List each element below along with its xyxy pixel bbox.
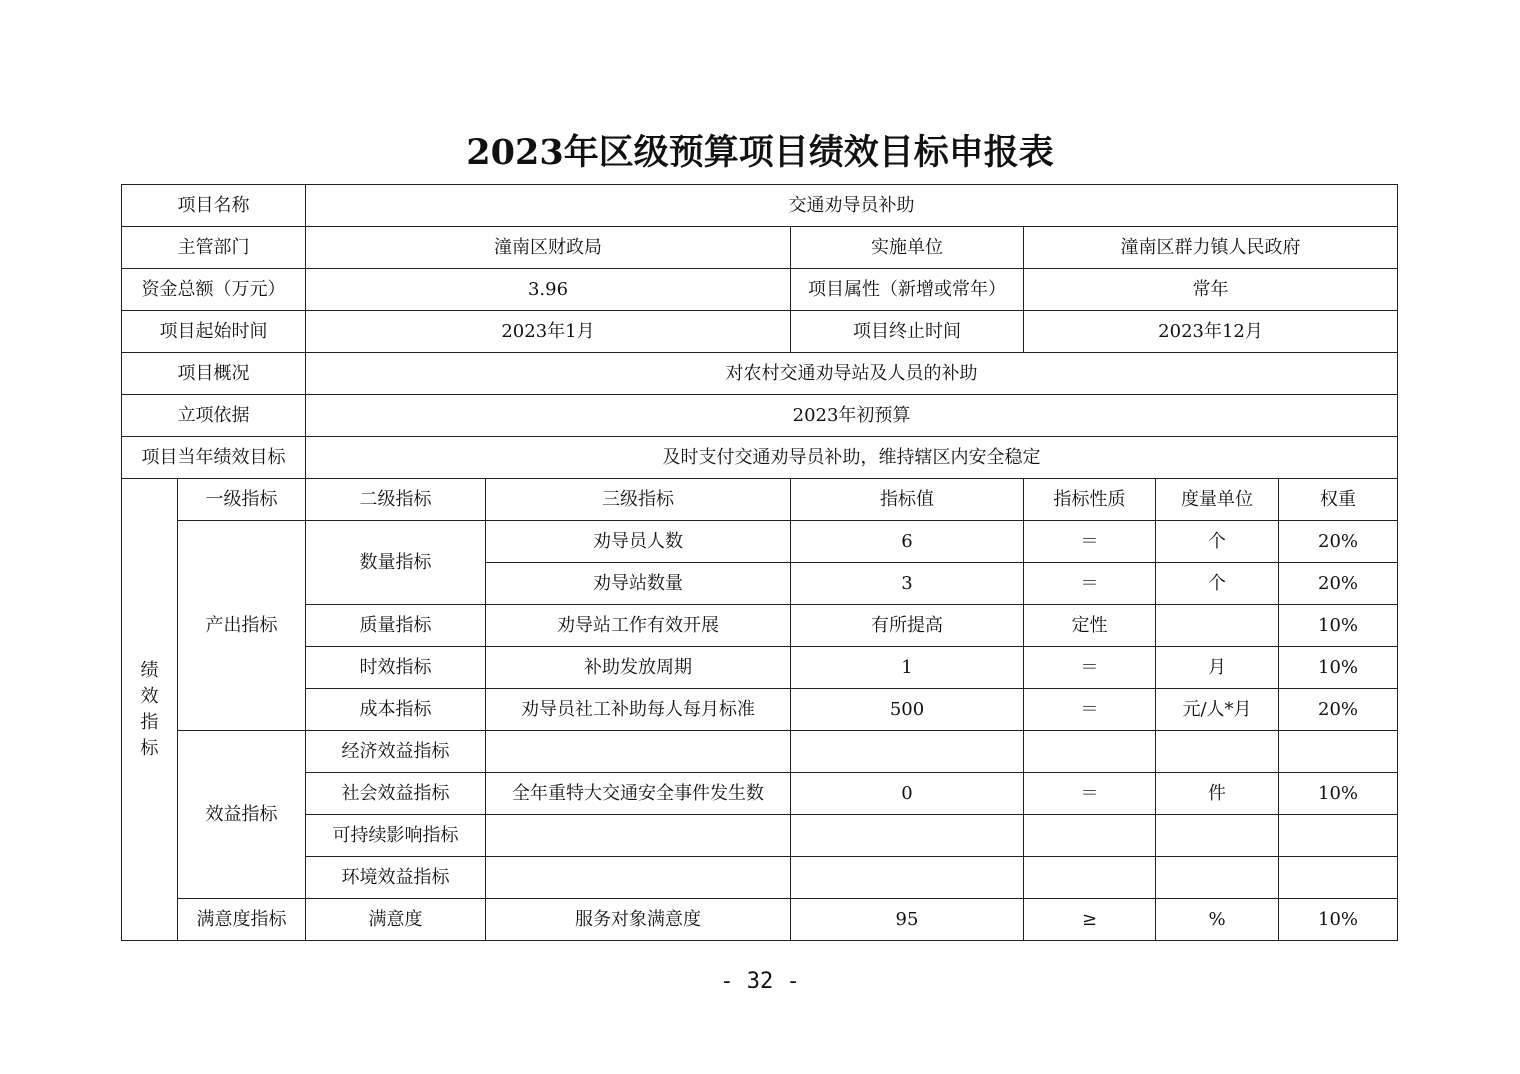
performance-target-form xyxy=(121,184,1398,941)
project-name-label: 项目名称 xyxy=(122,185,306,227)
header-nature: 指标性质 xyxy=(1024,479,1156,521)
dept-label: 主管部门 xyxy=(122,227,306,269)
indicator-value: 95 xyxy=(791,899,1024,941)
row-funds xyxy=(122,269,1398,311)
impl-value: 潼南区群力镇人民政府 xyxy=(1024,227,1398,269)
level2-sustainable: 可持续影响指标 xyxy=(306,815,486,857)
table-row xyxy=(122,521,1398,563)
indicator-nature: 定性 xyxy=(1024,605,1156,647)
header-level1: 一级指标 xyxy=(178,479,306,521)
indicator-weight: 20% xyxy=(1279,689,1398,731)
row-basis xyxy=(122,395,1398,437)
funds-value: 3.96 xyxy=(306,269,791,311)
level2-timeliness: 时效指标 xyxy=(306,647,486,689)
level2-economic: 经济效益指标 xyxy=(306,731,486,773)
table-row xyxy=(122,647,1398,689)
indicator-value xyxy=(791,815,1024,857)
indicator-name: 劝导站工作有效开展 xyxy=(486,605,791,647)
indicator-nature: ＝ xyxy=(1024,689,1156,731)
dept-value: 潼南区财政局 xyxy=(306,227,791,269)
indicator-unit: 月 xyxy=(1156,647,1279,689)
indicator-name xyxy=(486,815,791,857)
goal-label: 项目当年绩效目标 xyxy=(122,437,306,479)
indicator-weight: 20% xyxy=(1279,521,1398,563)
header-value: 指标值 xyxy=(791,479,1024,521)
overview-value: 对农村交通劝导站及人员的补助 xyxy=(306,353,1398,395)
level1-satisfaction: 满意度指标 xyxy=(178,899,306,941)
header-unit: 度量单位 xyxy=(1156,479,1279,521)
level2-social: 社会效益指标 xyxy=(306,773,486,815)
indicator-name: 劝导员社工补助每人每月标准 xyxy=(486,689,791,731)
funds-label: 资金总额（万元） xyxy=(122,269,306,311)
header-level2: 二级指标 xyxy=(306,479,486,521)
row-goal xyxy=(122,437,1398,479)
indicator-weight xyxy=(1279,857,1398,899)
indicator-name xyxy=(486,857,791,899)
indicator-value: 1 xyxy=(791,647,1024,689)
start-value: 2023年1月 xyxy=(306,311,791,353)
indicator-nature: ＝ xyxy=(1024,773,1156,815)
indicator-unit: 件 xyxy=(1156,773,1279,815)
end-label: 项目终止时间 xyxy=(791,311,1024,353)
indicator-unit: 个 xyxy=(1156,521,1279,563)
indicator-nature: ＝ xyxy=(1024,647,1156,689)
level2-cost: 成本指标 xyxy=(306,689,486,731)
indicator-value: 6 xyxy=(791,521,1024,563)
table-row xyxy=(122,731,1398,773)
row-indicator-header xyxy=(122,479,1398,521)
level2-satisfaction: 满意度 xyxy=(306,899,486,941)
basis-value: 2023年初预算 xyxy=(306,395,1398,437)
indicator-section-text: 绩效指标 xyxy=(140,659,159,759)
indicator-value xyxy=(791,857,1024,899)
table-row xyxy=(122,689,1398,731)
indicator-section-label xyxy=(122,479,178,941)
indicator-value xyxy=(791,731,1024,773)
indicator-weight: 10% xyxy=(1279,773,1398,815)
header-weight: 权重 xyxy=(1279,479,1398,521)
level2-environmental: 环境效益指标 xyxy=(306,857,486,899)
indicator-unit: 个 xyxy=(1156,563,1279,605)
indicator-nature xyxy=(1024,731,1156,773)
indicator-value: 0 xyxy=(791,773,1024,815)
page-title: 2023年区级预算项目绩效目标申报表 xyxy=(466,132,1054,173)
page-number: - 32 - xyxy=(720,969,800,994)
indicator-value: 有所提高 xyxy=(791,605,1024,647)
table-row xyxy=(122,899,1398,941)
indicator-name: 劝导员人数 xyxy=(486,521,791,563)
indicator-name: 全年重特大交通安全事件发生数 xyxy=(486,773,791,815)
indicator-name: 服务对象满意度 xyxy=(486,899,791,941)
indicator-value: 500 xyxy=(791,689,1024,731)
indicator-name xyxy=(486,731,791,773)
indicator-weight: 10% xyxy=(1279,647,1398,689)
basis-label: 立项依据 xyxy=(122,395,306,437)
indicator-unit xyxy=(1156,857,1279,899)
level2-quality: 质量指标 xyxy=(306,605,486,647)
table-row xyxy=(122,605,1398,647)
impl-label: 实施单位 xyxy=(791,227,1024,269)
indicator-unit xyxy=(1156,731,1279,773)
table-row xyxy=(122,773,1398,815)
attr-label: 项目属性（新增或常年） xyxy=(791,269,1024,311)
level2-quantity: 数量指标 xyxy=(306,521,486,605)
indicator-name: 补助发放周期 xyxy=(486,647,791,689)
row-time xyxy=(122,311,1398,353)
indicator-value: 3 xyxy=(791,563,1024,605)
indicator-nature: ＝ xyxy=(1024,563,1156,605)
end-value: 2023年12月 xyxy=(1024,311,1398,353)
level1-output: 产出指标 xyxy=(178,521,306,731)
indicator-name: 劝导站数量 xyxy=(486,563,791,605)
table-row xyxy=(122,815,1398,857)
row-overview xyxy=(122,353,1398,395)
attr-value: 常年 xyxy=(1024,269,1398,311)
level1-benefit: 效益指标 xyxy=(178,731,306,899)
start-label: 项目起始时间 xyxy=(122,311,306,353)
table-row xyxy=(122,857,1398,899)
indicator-weight: 20% xyxy=(1279,563,1398,605)
overview-label: 项目概况 xyxy=(122,353,306,395)
goal-value: 及时支付交通劝导员补助，维持辖区内安全稳定 xyxy=(306,437,1398,479)
indicator-nature xyxy=(1024,815,1156,857)
indicator-nature: ＝ xyxy=(1024,521,1156,563)
row-project-name xyxy=(122,185,1398,227)
indicator-weight: 10% xyxy=(1279,899,1398,941)
header-level3: 三级指标 xyxy=(486,479,791,521)
indicator-unit xyxy=(1156,605,1279,647)
indicator-nature: ≥ xyxy=(1024,899,1156,941)
indicator-weight xyxy=(1279,731,1398,773)
indicator-unit xyxy=(1156,815,1279,857)
indicator-unit: % xyxy=(1156,899,1279,941)
indicator-weight xyxy=(1279,815,1398,857)
row-department xyxy=(122,227,1398,269)
indicator-weight: 10% xyxy=(1279,605,1398,647)
indicator-unit: 元/人*月 xyxy=(1156,689,1279,731)
indicator-nature xyxy=(1024,857,1156,899)
project-name-value: 交通劝导员补助 xyxy=(306,185,1398,227)
